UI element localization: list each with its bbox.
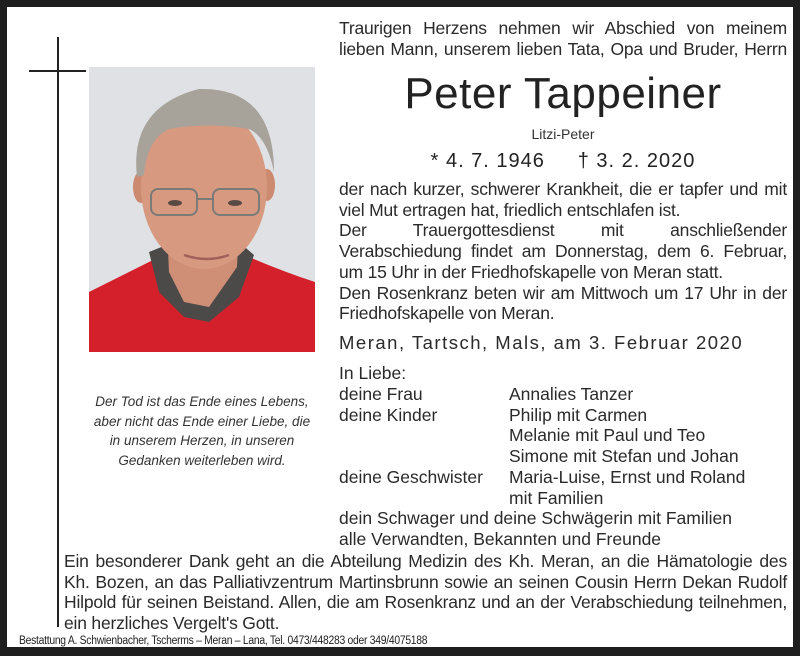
portrait-photo [89,67,315,352]
death-date: † 3. 2. 2020 [577,150,696,172]
obituary-card [7,7,793,647]
family-relation [339,488,509,509]
nickname: Litzi-Peter [531,126,595,142]
family-extra-line: alle Verwandten, Bekannten und Freunde [339,528,662,549]
intro-line-1: Traurigen Herzens nehmen wir Abschied von meinem [339,18,787,38]
paragraph-passing: der nach kurzer, schwerer Krankheit, die er tapfer und mit viel Mut ertragen hat, friedlich entschlafen ist. [339,179,787,220]
in-love-heading: In Liebe: [339,363,407,383]
birth-date: * 4. 7. 1946 [430,150,545,172]
portrait-image [89,67,315,352]
paragraph-rosary: Den Rosenkranz beten wir am Mittwoch um 17 Uhr in der Friedhofskapelle von Meran. [339,282,787,324]
family-row [339,405,789,426]
deceased-name: Peter Tappeiner [404,69,722,118]
cross-icon-vertical [57,37,59,627]
family-extra-line: dein Schwager und deine Schwägerin mit Familien [339,508,732,529]
family-row [339,384,789,405]
family-list [339,384,789,550]
family-relation: deine Kinder [339,404,438,425]
family-names: mit Familien [509,487,604,508]
family-relation [339,425,509,446]
family-relation: deine Geschwister [339,466,483,487]
family-row [339,467,789,488]
intro-line-2: lieben Mann, unserem lieben Tata, Opa und Bruder, Herrn [339,39,787,59]
thanks-paragraph: Ein besonderer Dank geht an die Abteilung Medizin des Kh. Meran, an die Hämatologie des Kh. Bozen, an das Palliativzentrum Martinsbrunn sowie an seinen Cousin Herrn Dekan Rudolf Hilpold für seinen Beistand. Allen, die am Rosenkranz und an der Verabschiedung teilnehmen, ein herzliches Vergelt's Gott. [64,551,787,634]
family-relation [339,446,509,467]
family-relation: deine Frau [339,384,423,404]
family-names: Maria-Luise, Ernst und Roland [509,466,746,487]
family-row [339,488,789,509]
memorial-quote: Der Tod ist das Ende eines Lebens, aber nicht das Ende einer Liebe, die in unserem Herzen, in unseren Gedanken weiterleben wird. [93,394,311,468]
announcement-body [339,179,787,324]
family-row [339,446,789,467]
family-names: Simone mit Stefan und Johan [509,446,739,467]
paragraph-funeral: Der Trauergottesdienst mit anschließender Verabschiedung findet am Donnerstag, dem 6. Februar, um 15 Uhr in der Friedhofskapelle von Meran statt. [339,220,787,282]
funeral-home-footer: Bestattung A. Schwienbacher, Tscherms – Meran – Lana, Tel. 0473/448283 oder 349/4075188 [19,635,428,647]
family-names: Philip mit Carmen [509,404,648,425]
family-row [339,425,789,446]
cross-icon-horizontal [29,70,86,72]
family-names: Annalies Tanzer [509,384,634,404]
life-dates [339,150,787,173]
family-names: Melanie mit Paul und Teo [509,425,706,446]
place-date: Meran, Tartsch, Mals, am 3. Februar 2020 [339,332,744,353]
